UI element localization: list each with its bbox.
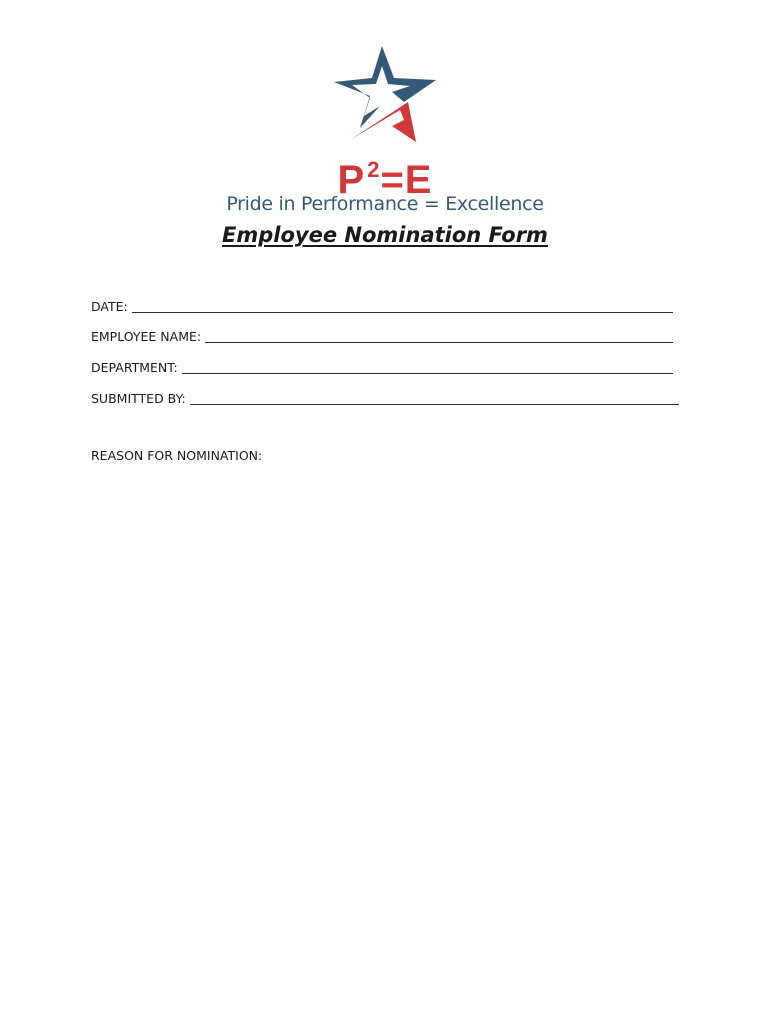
department-line[interactable] [182,361,673,374]
star-outline [334,46,436,128]
star-swoosh [350,102,416,142]
date-field[interactable] [91,295,673,315]
equation-rest: =E [380,158,433,202]
employee-name-label: EMPLOYEE NAME: [91,329,202,344]
department-label: DEPARTMENT: [91,360,178,375]
star-logo-icon [330,44,440,144]
submitted-by-field[interactable] [91,387,679,407]
submitted-by-line[interactable] [190,392,679,405]
brand-tagline: Pride in Performance = Excellence [226,193,544,215]
date-line[interactable] [132,300,673,313]
employee-name-field[interactable] [91,325,673,345]
equation-superscript: 2 [367,157,381,182]
submitted-by-label: SUBMITTED BY: [91,391,186,406]
employee-name-line[interactable] [205,330,673,343]
date-label: DATE: [91,299,128,314]
form-title: Employee Nomination Form [222,223,548,247]
department-field[interactable] [91,356,673,376]
equation-base: P [337,158,366,202]
reason-for-nomination-label: REASON FOR NOMINATION: [91,448,263,463]
